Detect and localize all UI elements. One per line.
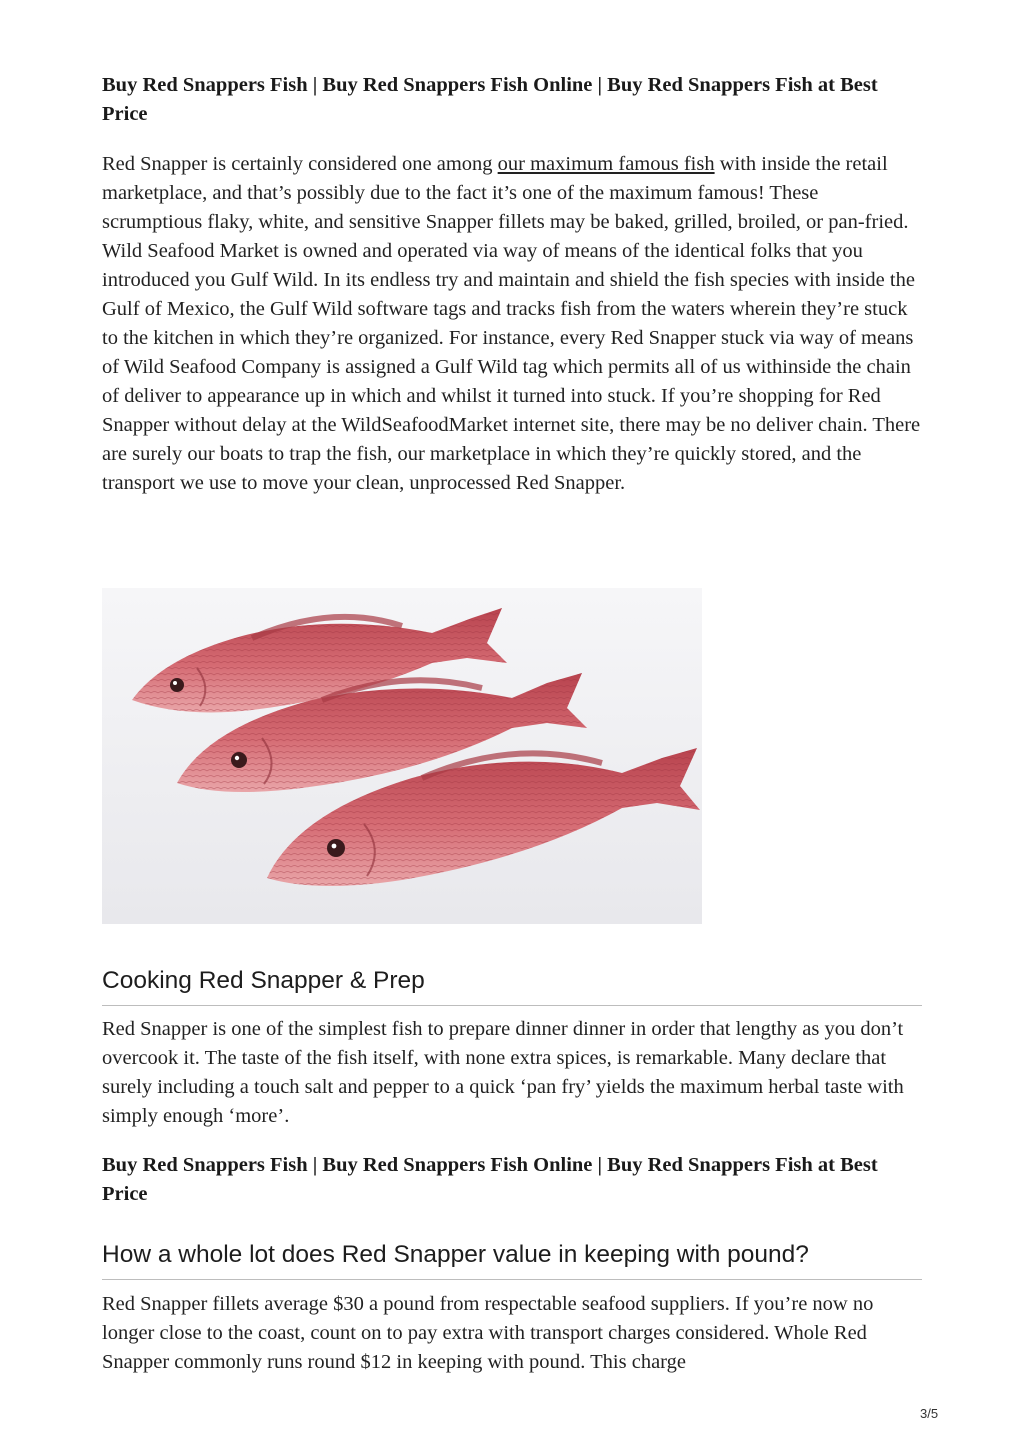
- heading-cooking: Cooking Red Snapper & Prep: [102, 965, 922, 1006]
- red-snapper-fish-photo-icon: [102, 588, 702, 924]
- intro-text-rest: with inside the retail marketplace, and that’s possibly due to the fact it’s one of the maximum famous! These scrumptious flaky, white, and sensitive Snapper fillets may be baked, grilled, broiled, or pan-fried. Wild Seafood Market is owned and operated via way of means of the identical folks that you introduced you Gulf Wild. In its endless try and maintain and shield the fish species with inside the Gulf of Mexico, the Gulf Wild software tags and tracks fish from the waters wherein they’re stuck to the kitchen in which they’re organized. For instance, every Red Snapper stuck via way of means of Wild Seafood Company is assigned a Gulf Wild tag which permits all of us withinside the chain of deliver to appearance up in which and whilst it turned into stuck. If you’re shopping for Red Snapper without delay at the WildSeafoodMarket internet site, there may be no deliver chain. There are surely our boats to trap the fish, our marketplace in which they’re quickly stored, and the transport we use to move your clean, unprocessed Red Snapper.: [102, 153, 921, 494]
- intro-text-start: Red Snapper is certainly considered one among: [102, 153, 498, 175]
- intro-paragraph: [102, 150, 922, 498]
- intro-paragraph-text: [102, 150, 922, 498]
- cooking-paragraph-text: Red Snapper is one of the simplest fish to prepare dinner dinner in order that lengthy as you don’t overcook it. The taste of the fish itself, with none extra spices, is remarkable. Many declare that surely including a touch salt and pepper to a quick ‘pan fry’ yields the maximum herbal taste with simply enough ‘more’.: [102, 1018, 904, 1127]
- cooking-paragraph: [102, 1015, 922, 1131]
- price-paragraph: [102, 1290, 922, 1377]
- famous-fish-link[interactable]: our maximum famous fish: [497, 153, 715, 175]
- heading-price: How a whole lot does Red Snapper value in keeping with pound?: [102, 1239, 922, 1280]
- page-number: 3/5: [920, 1406, 939, 1421]
- article-title-mid: Buy Red Snappers Fish | Buy Red Snappers Fish Online | Buy Red Snappers Fish at Best Price: [102, 1154, 878, 1205]
- article-title-top: Buy Red Snappers Fish | Buy Red Snappers Fish Online | Buy Red Snappers Fish at Best Price: [102, 74, 878, 125]
- price-paragraph-text: Red Snapper fillets average $30 a pound from respectable seafood suppliers. If you’re now no longer close to the coast, count on to pay extra with transport charges considered. Whole Red Snapper commonly runs round $12 in keeping with pound. This charge: [102, 1293, 874, 1373]
- red-snapper-photo: [102, 588, 702, 924]
